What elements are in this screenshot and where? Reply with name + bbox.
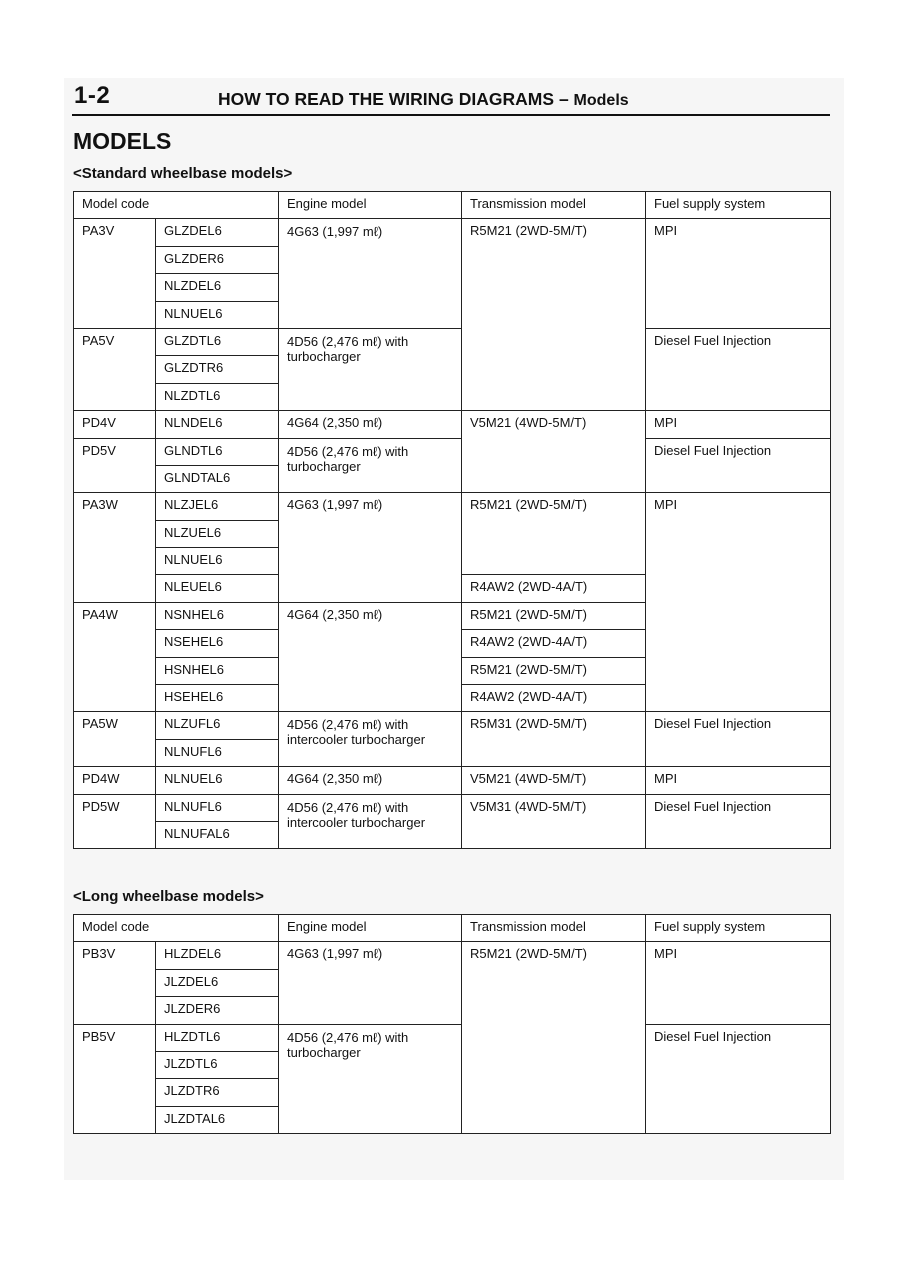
model-code-cell: HSEHEL6 — [156, 685, 279, 712]
transmission-cell: V5M21 (4WD-5M/T) — [462, 411, 646, 493]
fuel-cell: Diesel Fuel Injection — [646, 1024, 831, 1134]
engine-cell: 4D56 (2,476 mℓ) with turbocharger — [279, 1024, 462, 1134]
model-code-cell: NLNDEL6 — [156, 411, 279, 438]
fuel-cell: MPI — [646, 942, 831, 1024]
series-cell: PA5V — [74, 328, 156, 410]
fuel-cell: MPI — [646, 767, 831, 794]
table-row — [74, 767, 831, 794]
fuel-cell: MPI — [646, 493, 831, 712]
fuel-cell: MPI — [646, 411, 831, 438]
engine-cell: 4G63 (1,997 mℓ) — [279, 493, 462, 603]
column-header: Transmission model — [462, 192, 646, 219]
table-header-row — [74, 192, 831, 219]
model-code-cell: GLNDTL6 — [156, 438, 279, 465]
model-code-cell: NLNUEL6 — [156, 767, 279, 794]
model-code-cell: GLZDER6 — [156, 246, 279, 273]
fuel-cell: Diesel Fuel Injection — [646, 712, 831, 767]
transmission-cell: R5M21 (2WD-5M/T) — [462, 219, 646, 411]
series-cell: PD5W — [74, 794, 156, 849]
series-cell: PA5W — [74, 712, 156, 767]
series-cell: PD4V — [74, 411, 156, 438]
model-code-cell: JLZDER6 — [156, 997, 279, 1024]
model-code-cell: HLZDTL6 — [156, 1024, 279, 1051]
page-header — [72, 82, 830, 116]
table-row — [74, 942, 831, 969]
transmission-cell: R5M21 (2WD-5M/T) — [462, 602, 646, 629]
table-row — [74, 794, 831, 821]
column-header: Fuel supply system — [646, 915, 831, 942]
model-code-cell: NLZDTL6 — [156, 383, 279, 410]
model-code-cell: NLNUFL6 — [156, 739, 279, 766]
column-header: Model code — [74, 192, 279, 219]
standard-models-table — [73, 191, 831, 849]
engine-cell: 4D56 (2,476 mℓ) with turbocharger — [279, 328, 462, 410]
column-header: Fuel supply system — [646, 192, 831, 219]
table-row — [74, 328, 831, 355]
series-cell: PD5V — [74, 438, 156, 493]
transmission-cell: R5M31 (2WD-5M/T) — [462, 712, 646, 767]
column-header: Model code — [74, 915, 279, 942]
model-code-cell: NSNHEL6 — [156, 602, 279, 629]
engine-cell: 4D56 (2,476 mℓ) with turbocharger — [279, 438, 462, 493]
table-row — [74, 712, 831, 739]
engine-cell: 4G64 (2,350 mℓ) — [279, 411, 462, 438]
model-code-cell: JLZDTAL6 — [156, 1106, 279, 1133]
model-code-cell: NLZUFL6 — [156, 712, 279, 739]
transmission-cell: R4AW2 (2WD-4A/T) — [462, 575, 646, 602]
model-code-cell: NLNUFAL6 — [156, 821, 279, 848]
model-code-cell: NLNUFL6 — [156, 794, 279, 821]
transmission-cell: R5M21 (2WD-5M/T) — [462, 493, 646, 575]
table-row — [74, 219, 831, 246]
long-wheelbase-title: <Long wheelbase models> — [73, 888, 264, 905]
engine-cell: 4G64 (2,350 mℓ) — [279, 767, 462, 794]
series-cell: PB3V — [74, 942, 156, 1024]
table-row — [74, 438, 831, 465]
model-code-cell: NSEHEL6 — [156, 630, 279, 657]
series-cell: PD4W — [74, 767, 156, 794]
model-code-cell: NLNUEL6 — [156, 548, 279, 575]
series-cell: PA3V — [74, 219, 156, 329]
series-cell: PA3W — [74, 493, 156, 603]
model-code-cell: GLZDEL6 — [156, 219, 279, 246]
running-title: HOW TO READ THE WIRING DIAGRAMS – Models — [218, 89, 629, 109]
transmission-cell: R5M21 (2WD-5M/T) — [462, 942, 646, 1134]
series-cell: PA4W — [74, 602, 156, 712]
fuel-cell: Diesel Fuel Injection — [646, 438, 831, 493]
engine-cell: 4G64 (2,350 mℓ) — [279, 602, 462, 712]
model-code-cell: JLZDTL6 — [156, 1051, 279, 1078]
table-row — [74, 493, 831, 520]
transmission-cell: R5M21 (2WD-5M/T) — [462, 657, 646, 684]
model-code-cell: JLZDEL6 — [156, 969, 279, 996]
model-code-cell: NLZJEL6 — [156, 493, 279, 520]
standard-wheelbase-title: <Standard wheelbase models> — [73, 165, 293, 182]
model-code-cell: NLZDEL6 — [156, 274, 279, 301]
model-code-cell: JLZDTR6 — [156, 1079, 279, 1106]
transmission-cell: V5M21 (4WD-5M/T) — [462, 767, 646, 794]
engine-cell: 4D56 (2,476 mℓ) with intercooler turbocharger — [279, 712, 462, 767]
transmission-cell: R4AW2 (2WD-4A/T) — [462, 685, 646, 712]
model-code-cell: GLNDTAL6 — [156, 465, 279, 492]
table-header-row — [74, 915, 831, 942]
series-cell: PB5V — [74, 1024, 156, 1134]
model-code-cell: NLZUEL6 — [156, 520, 279, 547]
model-code-cell: HSNHEL6 — [156, 657, 279, 684]
column-header: Transmission model — [462, 915, 646, 942]
model-code-cell: GLZDTL6 — [156, 328, 279, 355]
model-code-cell: NLNUEL6 — [156, 301, 279, 328]
model-code-cell: NLEUEL6 — [156, 575, 279, 602]
long-models-table — [73, 914, 831, 1134]
engine-cell: 4G63 (1,997 mℓ) — [279, 219, 462, 329]
page-number: 1-2 — [74, 82, 111, 109]
engine-cell: 4G63 (1,997 mℓ) — [279, 942, 462, 1024]
column-header: Engine model — [279, 192, 462, 219]
model-code-cell: GLZDTR6 — [156, 356, 279, 383]
fuel-cell: Diesel Fuel Injection — [646, 794, 831, 849]
fuel-cell: Diesel Fuel Injection — [646, 328, 831, 410]
transmission-cell: V5M31 (4WD-5M/T) — [462, 794, 646, 849]
section-title: MODELS — [73, 128, 172, 154]
column-header: Engine model — [279, 915, 462, 942]
table-row — [74, 411, 831, 438]
engine-cell: 4D56 (2,476 mℓ) with intercooler turbocharger — [279, 794, 462, 849]
table-row — [74, 1024, 831, 1051]
transmission-cell: R4AW2 (2WD-4A/T) — [462, 630, 646, 657]
model-code-cell: HLZDEL6 — [156, 942, 279, 969]
fuel-cell: MPI — [646, 219, 831, 329]
